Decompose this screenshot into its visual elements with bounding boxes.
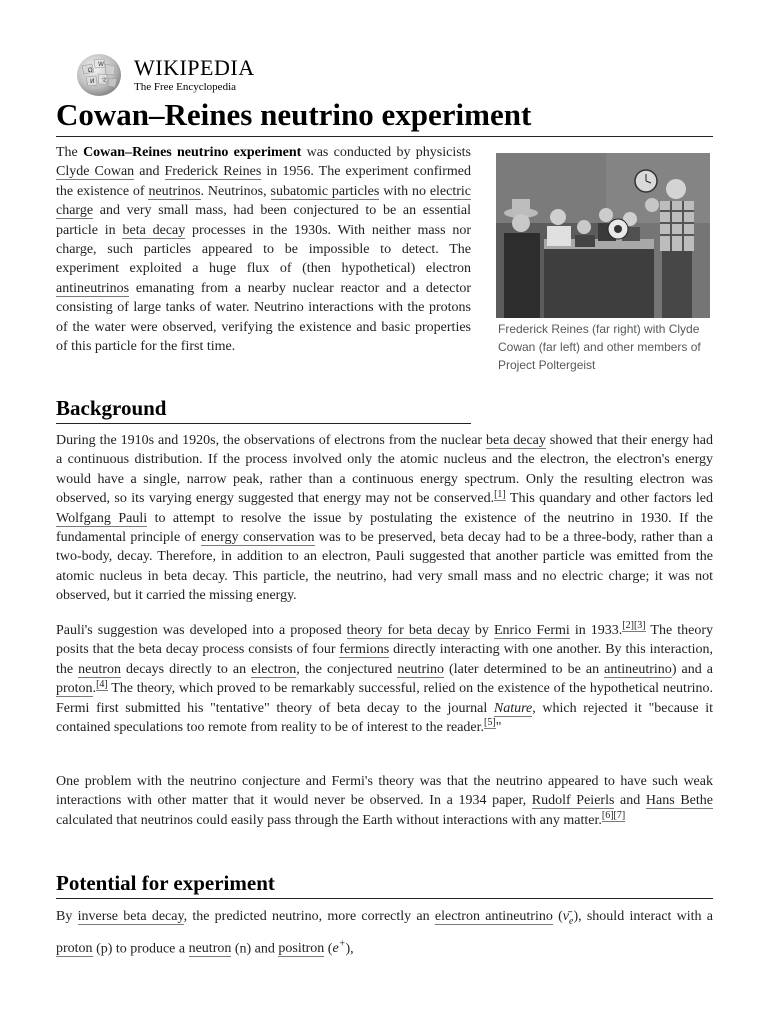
text: , the conjectured — [296, 661, 398, 677]
citation-link[interactable]: [1] — [494, 488, 506, 500]
text: processes in the 1930s. With neither mass nor charge, such particles appeared to be impossible to detect. The experiment exploited a huge flux of (then hypothetical) electron — [56, 222, 471, 277]
text: By — [56, 909, 78, 924]
text: was conducted by physicists — [301, 145, 471, 160]
citation-link[interactable]: [2] — [622, 620, 634, 632]
link-wolfgang-pauli[interactable]: Wolfgang Pauli — [56, 510, 148, 526]
wikipedia-globe-icon — [74, 52, 124, 98]
link-nature[interactable]: Nature — [493, 700, 533, 716]
text: and — [134, 164, 165, 180]
link-proton[interactable]: proton — [56, 941, 93, 957]
electron-antineutrino-symbol — [562, 909, 574, 927]
text: Pauli's suggestion was developed into a proposed — [56, 623, 347, 638]
wordmark: WIKIPEDIA — [134, 55, 255, 80]
math-nu: ν̄ — [562, 909, 569, 924]
link-hans-bethe[interactable]: Hans Bethe — [645, 793, 713, 809]
citation-link[interactable]: [5] — [484, 717, 496, 729]
text: emanating from a nearby nuclear reactor and a detector consisting of large tanks of water. Neutrino interactions with the protons of the water were observed, verifying the existence and basic properties of this particle for the first time. — [56, 280, 471, 355]
text: calculated that neutrinos could easily pass through the Earth without interactions with any matter. — [56, 812, 602, 828]
text: . — [92, 681, 97, 697]
text: directly interacting with one another. By this interaction, the — [56, 642, 713, 677]
link-inverse-beta-decay[interactable]: inverse beta decay — [77, 909, 184, 924]
svg-text:И: И — [90, 78, 95, 85]
text: to attempt to resolve the issue by postulating the existence of the neutrino in 1930. If the fundamental principle of — [56, 510, 713, 546]
potential-paragraph-1 — [56, 905, 713, 960]
figure-caption: Frederick Reines (far right) with Clyde Cowan (far left) and other members of Project Poltergeist — [498, 322, 701, 372]
text: ( — [552, 909, 563, 924]
text: by — [469, 623, 494, 638]
link-neutrinos[interactable]: neutrinos — [148, 183, 201, 199]
heading-potential-for-experiment: Potential for experiment — [56, 871, 713, 899]
page-title: Cowan–Reines neutrino experiment — [56, 96, 713, 137]
text: During the 1910s and 1920s, the observations of electrons from the nuclear — [56, 433, 487, 448]
text: showed that their energy had a continuous distribution. If the process involved only the atomic nucleus and the electron, the electron's energy would have a single, narrow peak, rather than a continuous energy spectrum. Only the resulting electron was observed, so its varying energy suggested that energy may not be conserved. — [56, 433, 713, 507]
link-energy-conservation[interactable]: energy conservation — [200, 530, 315, 546]
text: , the predicted neutrino, more correctly an — [183, 909, 435, 924]
svg-text:文: 文 — [101, 77, 108, 84]
citation-link[interactable]: [4] — [96, 678, 108, 690]
svg-text:W: W — [98, 61, 104, 68]
tagline: The Free Encyclopedia — [134, 81, 237, 93]
citation-link[interactable]: [6] — [601, 810, 614, 822]
link-neutron[interactable]: neutron — [78, 661, 121, 677]
heading-background: Background — [56, 396, 471, 424]
text: " — [495, 720, 502, 736]
wikipedia-logo[interactable] — [74, 52, 254, 98]
link-rudolf-peierls[interactable]: Rudolf Peierls — [531, 793, 615, 809]
text: One problem with the neutrino conjecture and Fermi's theory was that the neutrino appeared to have such weak interactions with other matter that it would never be observed. In a 1934 paper, — [56, 774, 713, 809]
background-paragraph-2 — [56, 621, 713, 737]
svg-text:Ω: Ω — [88, 67, 93, 74]
link-antineutrinos[interactable]: antineutrinos — [56, 280, 130, 296]
text: The — [56, 145, 84, 160]
infobox-figure — [496, 153, 710, 374]
link-beta-decay[interactable]: beta decay — [486, 433, 546, 448]
citation-link[interactable]: [3] — [633, 620, 646, 632]
text: and — [614, 793, 646, 809]
text: and very small mass, had been conjectured to be an essential particle in — [56, 203, 471, 238]
link-beta-decay[interactable]: beta decay — [122, 222, 186, 238]
link-enrico-fermi[interactable]: Enrico Fermi — [493, 623, 570, 638]
citation — [484, 717, 496, 729]
link-frederick-reines[interactable]: Frederick Reines — [164, 164, 262, 180]
link-subatomic-particles[interactable]: subatomic particles — [270, 183, 380, 199]
text: The theory posits that the beta decay process consists of four — [56, 623, 714, 658]
text: The theory, which proved to be remarkably successful, relied on the existence of the hypothetical neutrino. Fermi first submitted his "tentative" theory of beta decay to the journal — [56, 681, 713, 716]
text: (n) and — [231, 941, 279, 957]
text: ) and a — [671, 661, 714, 677]
link-electric-charge[interactable]: electric charge — [56, 183, 472, 219]
citation-link[interactable]: [7] — [613, 810, 626, 822]
math-superscript: + — [338, 938, 346, 950]
project-poltergeist-photo[interactable] — [496, 153, 710, 318]
text: (later determined to be an — [444, 661, 605, 677]
background-paragraph-3 — [56, 772, 713, 830]
citation — [622, 620, 645, 632]
text: with no — [379, 183, 430, 199]
link-electron-antineutrino[interactable]: electron antineutrino — [434, 909, 553, 924]
lead-paragraph — [56, 143, 471, 356]
text: was to be preserved, beta decay had to be a three-body, rather than a two-body, decay. Therefore, in addition to an electron, Pauli suggested that another particle was emitted from the atomic nucleus in beta decay. This particle, the neutrino, had very small mass and no electric charge; it was not observed, but it carried the missing energy. — [56, 530, 713, 604]
text: ), should interact with a — [573, 909, 714, 924]
citation — [494, 489, 506, 501]
math-e: e — [332, 941, 339, 957]
citation — [96, 679, 108, 691]
positron-symbol — [332, 938, 346, 957]
text: ( — [324, 941, 333, 957]
link-fermions[interactable]: fermions — [339, 642, 390, 658]
link-clyde-cowan[interactable]: Clyde Cowan — [56, 164, 135, 180]
logo-text — [134, 57, 255, 93]
text: decays directly to an — [120, 661, 252, 677]
background-paragraph-1 — [56, 431, 713, 606]
link-proton[interactable]: proton — [56, 681, 93, 697]
link-neutron[interactable]: neutron — [188, 941, 232, 957]
math-subscript: e — [569, 915, 574, 927]
text: ), — [345, 941, 354, 957]
link-antineutrino[interactable]: antineutrino — [604, 661, 672, 677]
text: in 1933. — [569, 623, 623, 638]
text: , which rejected it "because it contained speculations too remote from reality to be of interest to the reader. — [56, 700, 714, 736]
link-theory-for-beta-decay[interactable]: theory for beta decay — [346, 623, 470, 638]
photo-illustration — [496, 153, 710, 318]
text: in 1956. The experiment confirmed the existence of — [56, 164, 472, 199]
text: (p) to produce a — [92, 941, 189, 957]
link-neutrino[interactable]: neutrino — [397, 661, 444, 677]
citation — [602, 810, 625, 822]
text: . Neutrinos, — [200, 183, 271, 199]
text: This quandary and other factors led — [505, 491, 713, 507]
link-electron[interactable]: electron — [251, 661, 297, 677]
link-positron[interactable]: positron — [278, 941, 325, 957]
article-subject: Cowan–Reines neutrino experiment — [83, 145, 302, 160]
